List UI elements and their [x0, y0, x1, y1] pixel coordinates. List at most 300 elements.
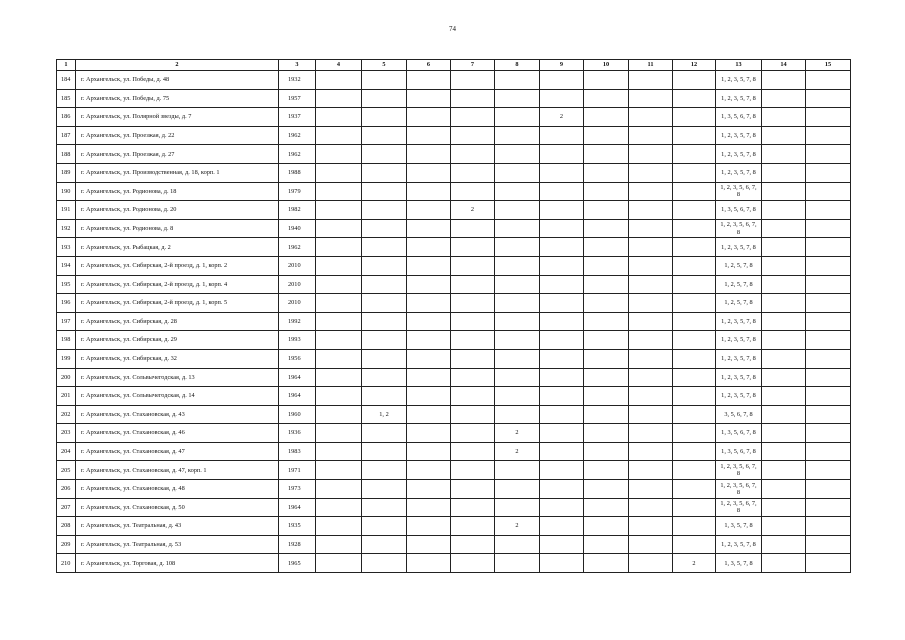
col-11-cell	[629, 554, 673, 573]
table-row	[57, 554, 851, 573]
col-6-cell	[407, 312, 451, 331]
row-number-cell: 187	[57, 126, 76, 145]
col-5-cell	[362, 480, 407, 499]
col-8-cell	[495, 275, 540, 294]
col-7-cell	[451, 256, 495, 275]
year-cell: 1940	[279, 219, 316, 238]
col-13-cell: 1, 2, 3, 5, 7, 8	[716, 349, 762, 368]
row-number-cell: 189	[57, 163, 76, 182]
buildings-table	[56, 59, 851, 573]
row-number-cell: 185	[57, 89, 76, 108]
table-row	[57, 405, 851, 424]
table-row	[57, 108, 851, 127]
col-13-cell: 1, 3, 5, 6, 7, 8	[716, 442, 762, 461]
address-cell: г. Архангельск, ул. Театральная, д. 43	[76, 517, 279, 536]
table-row	[57, 331, 851, 350]
col-5-cell	[362, 201, 407, 220]
row-number-cell: 188	[57, 145, 76, 164]
table-row	[57, 163, 851, 182]
col-14-cell	[762, 405, 806, 424]
col-10-cell	[584, 461, 629, 480]
col-15-cell	[806, 182, 851, 201]
address-cell: г. Архангельск, ул. Сибирская, д. 28	[76, 312, 279, 331]
col-14-cell	[762, 71, 806, 90]
col-7-cell	[451, 275, 495, 294]
col-12-cell	[673, 89, 716, 108]
col-9-cell	[540, 349, 584, 368]
col-12-cell	[673, 108, 716, 127]
col-6-cell	[407, 517, 451, 536]
column-header: 12	[673, 60, 716, 71]
col-5-cell	[362, 145, 407, 164]
col-10-cell	[584, 182, 629, 201]
address-cell: г. Архангельск, ул. Сибирская, д. 32	[76, 349, 279, 368]
col-4-cell	[316, 517, 362, 536]
year-cell: 1992	[279, 312, 316, 331]
col-10-cell	[584, 349, 629, 368]
col-13-cell: 1, 2, 3, 5, 7, 8	[716, 71, 762, 90]
col-4-cell	[316, 256, 362, 275]
address-cell: г. Архангельск, ул. Сольвычегодская, д. 14	[76, 387, 279, 406]
col-9-cell	[540, 182, 584, 201]
col-10-cell	[584, 145, 629, 164]
year-cell: 1936	[279, 424, 316, 443]
col-12-cell	[673, 480, 716, 499]
col-13-cell: 1, 2, 3, 5, 7, 8	[716, 238, 762, 257]
address-cell: г. Архангельск, ул. Стахановская, д. 48	[76, 480, 279, 499]
page-number: 74	[449, 25, 456, 33]
col-11-cell	[629, 461, 673, 480]
col-7-cell	[451, 71, 495, 90]
col-9-cell	[540, 498, 584, 517]
col-10-cell	[584, 405, 629, 424]
col-9-cell	[540, 480, 584, 499]
col-10-cell	[584, 219, 629, 238]
col-15-cell	[806, 312, 851, 331]
table-row	[57, 256, 851, 275]
col-15-cell	[806, 517, 851, 536]
table-row	[57, 201, 851, 220]
col-15-cell	[806, 201, 851, 220]
table-header-row	[57, 60, 851, 71]
col-6-cell	[407, 145, 451, 164]
col-8-cell: 2	[495, 517, 540, 536]
col-12-cell	[673, 71, 716, 90]
col-10-cell	[584, 294, 629, 313]
col-10-cell	[584, 201, 629, 220]
table-row	[57, 126, 851, 145]
col-4-cell	[316, 554, 362, 573]
col-11-cell	[629, 256, 673, 275]
col-9-cell	[540, 145, 584, 164]
address-cell: г. Архангельск, ул. Сибирская, 2-й проезд, д. 1, корп. 4	[76, 275, 279, 294]
col-8-cell	[495, 554, 540, 573]
col-4-cell	[316, 182, 362, 201]
col-9-cell	[540, 535, 584, 554]
col-9-cell	[540, 517, 584, 536]
col-10-cell	[584, 517, 629, 536]
col-11-cell	[629, 71, 673, 90]
col-15-cell	[806, 108, 851, 127]
col-8-cell: 2	[495, 442, 540, 461]
col-13-cell: 1, 2, 3, 5, 6, 7, 8	[716, 480, 762, 499]
col-15-cell	[806, 405, 851, 424]
address-cell: г. Архангельск, ул. Стахановская, д. 50	[76, 498, 279, 517]
row-number-cell: 199	[57, 349, 76, 368]
col-8-cell	[495, 182, 540, 201]
col-5-cell: 1, 2	[362, 405, 407, 424]
col-14-cell	[762, 387, 806, 406]
col-7-cell	[451, 424, 495, 443]
col-13-cell: 1, 3, 5, 6, 7, 8	[716, 201, 762, 220]
col-14-cell	[762, 182, 806, 201]
col-9-cell	[540, 554, 584, 573]
col-15-cell	[806, 387, 851, 406]
col-13-cell: 1, 3, 5, 6, 7, 8	[716, 108, 762, 127]
col-10-cell	[584, 368, 629, 387]
column-header: 8	[495, 60, 540, 71]
col-4-cell	[316, 424, 362, 443]
col-15-cell	[806, 461, 851, 480]
col-15-cell	[806, 554, 851, 573]
address-cell: г. Архангельск, ул. Победы, д. 75	[76, 89, 279, 108]
column-header: 3	[279, 60, 316, 71]
col-13-cell: 1, 2, 3, 5, 7, 8	[716, 368, 762, 387]
col-7-cell	[451, 480, 495, 499]
col-4-cell	[316, 201, 362, 220]
column-header: 7	[451, 60, 495, 71]
col-5-cell	[362, 442, 407, 461]
col-10-cell	[584, 256, 629, 275]
col-14-cell	[762, 275, 806, 294]
col-8-cell	[495, 145, 540, 164]
col-14-cell	[762, 535, 806, 554]
col-12-cell	[673, 461, 716, 480]
col-9-cell	[540, 71, 584, 90]
col-5-cell	[362, 331, 407, 350]
col-14-cell	[762, 89, 806, 108]
col-6-cell	[407, 238, 451, 257]
col-9-cell	[540, 368, 584, 387]
col-8-cell	[495, 163, 540, 182]
row-number-cell: 194	[57, 256, 76, 275]
address-cell: г. Архангельск, ул. Проезжая, д. 22	[76, 126, 279, 145]
col-5-cell	[362, 461, 407, 480]
table-row	[57, 535, 851, 554]
col-8-cell	[495, 126, 540, 145]
col-9-cell	[540, 256, 584, 275]
address-cell: г. Архангельск, ул. Сибирская, д. 29	[76, 331, 279, 350]
col-13-cell: 1, 2, 3, 5, 6, 7, 8	[716, 219, 762, 238]
year-cell: 1982	[279, 201, 316, 220]
col-6-cell	[407, 71, 451, 90]
col-11-cell	[629, 331, 673, 350]
col-8-cell	[495, 89, 540, 108]
col-6-cell	[407, 294, 451, 313]
row-number-cell: 204	[57, 442, 76, 461]
row-number-cell: 192	[57, 219, 76, 238]
table-row	[57, 387, 851, 406]
col-15-cell	[806, 275, 851, 294]
col-6-cell	[407, 368, 451, 387]
col-7-cell	[451, 387, 495, 406]
col-13-cell: 1, 3, 5, 7, 8	[716, 517, 762, 536]
col-11-cell	[629, 219, 673, 238]
col-15-cell	[806, 126, 851, 145]
row-number-cell: 197	[57, 312, 76, 331]
col-13-cell: 1, 2, 5, 7, 8	[716, 275, 762, 294]
col-15-cell	[806, 349, 851, 368]
col-12-cell	[673, 517, 716, 536]
year-cell: 2010	[279, 294, 316, 313]
col-12-cell	[673, 331, 716, 350]
col-4-cell	[316, 145, 362, 164]
col-5-cell	[362, 108, 407, 127]
col-13-cell: 1, 2, 3, 5, 7, 8	[716, 145, 762, 164]
row-number-cell: 184	[57, 71, 76, 90]
col-6-cell	[407, 349, 451, 368]
year-cell: 2010	[279, 256, 316, 275]
col-9-cell	[540, 294, 584, 313]
year-cell: 1962	[279, 238, 316, 257]
col-6-cell	[407, 535, 451, 554]
address-cell: г. Архангельск, ул. Сибирская, 2-й проезд, д. 1, корп. 5	[76, 294, 279, 313]
address-cell: г. Архангельск, ул. Родионова, д. 18	[76, 182, 279, 201]
col-8-cell	[495, 461, 540, 480]
col-7-cell	[451, 368, 495, 387]
col-5-cell	[362, 89, 407, 108]
col-5-cell	[362, 182, 407, 201]
col-9-cell	[540, 275, 584, 294]
col-11-cell	[629, 368, 673, 387]
col-7-cell: 2	[451, 201, 495, 220]
row-number-cell: 207	[57, 498, 76, 517]
column-header: 11	[629, 60, 673, 71]
col-7-cell	[451, 349, 495, 368]
col-12-cell	[673, 349, 716, 368]
col-13-cell: 1, 2, 3, 5, 7, 8	[716, 163, 762, 182]
col-15-cell	[806, 89, 851, 108]
col-13-cell: 1, 2, 3, 5, 6, 7, 8	[716, 498, 762, 517]
year-cell: 1983	[279, 442, 316, 461]
col-11-cell	[629, 126, 673, 145]
col-10-cell	[584, 424, 629, 443]
col-6-cell	[407, 442, 451, 461]
col-8-cell	[495, 238, 540, 257]
col-15-cell	[806, 535, 851, 554]
col-11-cell	[629, 535, 673, 554]
col-11-cell	[629, 498, 673, 517]
col-6-cell	[407, 182, 451, 201]
row-number-cell: 191	[57, 201, 76, 220]
col-5-cell	[362, 126, 407, 145]
address-cell: г. Архангельск, ул. Сибирская, 2-й проезд, д. 1, корп. 2	[76, 256, 279, 275]
col-15-cell	[806, 442, 851, 461]
table-row	[57, 312, 851, 331]
col-15-cell	[806, 256, 851, 275]
col-4-cell	[316, 108, 362, 127]
col-7-cell	[451, 498, 495, 517]
table-row	[57, 145, 851, 164]
col-5-cell	[362, 163, 407, 182]
col-14-cell	[762, 349, 806, 368]
col-5-cell	[362, 219, 407, 238]
col-14-cell	[762, 145, 806, 164]
col-7-cell	[451, 405, 495, 424]
col-12-cell: 2	[673, 554, 716, 573]
col-4-cell	[316, 387, 362, 406]
col-14-cell	[762, 442, 806, 461]
year-cell: 1964	[279, 498, 316, 517]
col-7-cell	[451, 535, 495, 554]
col-10-cell	[584, 498, 629, 517]
col-6-cell	[407, 498, 451, 517]
col-12-cell	[673, 201, 716, 220]
col-9-cell	[540, 405, 584, 424]
col-4-cell	[316, 498, 362, 517]
col-12-cell	[673, 182, 716, 201]
col-11-cell	[629, 238, 673, 257]
year-cell: 1971	[279, 461, 316, 480]
col-12-cell	[673, 312, 716, 331]
column-header: 2	[76, 60, 279, 71]
col-11-cell	[629, 163, 673, 182]
col-14-cell	[762, 294, 806, 313]
year-cell: 1993	[279, 331, 316, 350]
col-7-cell	[451, 145, 495, 164]
col-9-cell	[540, 312, 584, 331]
col-8-cell	[495, 405, 540, 424]
column-header: 9	[540, 60, 584, 71]
col-11-cell	[629, 201, 673, 220]
address-cell: г. Архангельск, ул. Родионова, д. 20	[76, 201, 279, 220]
col-8-cell	[495, 108, 540, 127]
col-10-cell	[584, 238, 629, 257]
col-7-cell	[451, 89, 495, 108]
col-7-cell	[451, 461, 495, 480]
year-cell: 1935	[279, 517, 316, 536]
col-12-cell	[673, 368, 716, 387]
col-8-cell	[495, 535, 540, 554]
col-7-cell	[451, 331, 495, 350]
col-5-cell	[362, 349, 407, 368]
col-11-cell	[629, 108, 673, 127]
year-cell: 1988	[279, 163, 316, 182]
col-11-cell	[629, 294, 673, 313]
year-cell: 1964	[279, 368, 316, 387]
address-cell: г. Архангельск, ул. Полярной звезды, д. 7	[76, 108, 279, 127]
table-row	[57, 517, 851, 536]
col-14-cell	[762, 312, 806, 331]
col-12-cell	[673, 535, 716, 554]
col-8-cell	[495, 219, 540, 238]
col-11-cell	[629, 145, 673, 164]
col-12-cell	[673, 424, 716, 443]
col-14-cell	[762, 368, 806, 387]
col-5-cell	[362, 294, 407, 313]
col-9-cell	[540, 442, 584, 461]
column-header: 14	[762, 60, 806, 71]
col-12-cell	[673, 219, 716, 238]
col-10-cell	[584, 480, 629, 499]
address-cell: г. Архангельск, ул. Стахановская, д. 43	[76, 405, 279, 424]
address-cell: г. Архангельск, ул. Торговая, д. 108	[76, 554, 279, 573]
table-row	[57, 442, 851, 461]
row-number-cell: 196	[57, 294, 76, 313]
col-4-cell	[316, 219, 362, 238]
col-4-cell	[316, 331, 362, 350]
column-header: 6	[407, 60, 451, 71]
address-cell: г. Архангельск, ул. Сольвычегодская, д. 13	[76, 368, 279, 387]
address-cell: г. Архангельск, ул. Проезжая, д. 27	[76, 145, 279, 164]
row-number-cell: 193	[57, 238, 76, 257]
column-header: 10	[584, 60, 629, 71]
col-14-cell	[762, 517, 806, 536]
year-cell: 1932	[279, 71, 316, 90]
col-6-cell	[407, 480, 451, 499]
col-9-cell	[540, 201, 584, 220]
col-13-cell: 1, 2, 5, 7, 8	[716, 294, 762, 313]
col-11-cell	[629, 275, 673, 294]
col-11-cell	[629, 442, 673, 461]
year-cell: 1956	[279, 349, 316, 368]
col-7-cell	[451, 108, 495, 127]
col-11-cell	[629, 349, 673, 368]
col-8-cell	[495, 201, 540, 220]
col-4-cell	[316, 238, 362, 257]
col-15-cell	[806, 294, 851, 313]
year-cell: 1960	[279, 405, 316, 424]
col-4-cell	[316, 480, 362, 499]
col-15-cell	[806, 238, 851, 257]
col-14-cell	[762, 256, 806, 275]
table-row	[57, 368, 851, 387]
row-number-cell: 210	[57, 554, 76, 573]
col-6-cell	[407, 89, 451, 108]
table-row	[57, 498, 851, 517]
col-5-cell	[362, 535, 407, 554]
col-8-cell	[495, 480, 540, 499]
col-8-cell	[495, 368, 540, 387]
table-row	[57, 71, 851, 90]
col-14-cell	[762, 331, 806, 350]
col-7-cell	[451, 517, 495, 536]
col-12-cell	[673, 387, 716, 406]
col-10-cell	[584, 126, 629, 145]
col-6-cell	[407, 275, 451, 294]
column-header: 4	[316, 60, 362, 71]
col-15-cell	[806, 145, 851, 164]
col-11-cell	[629, 182, 673, 201]
col-7-cell	[451, 219, 495, 238]
row-number-cell: 200	[57, 368, 76, 387]
col-6-cell	[407, 219, 451, 238]
col-5-cell	[362, 368, 407, 387]
col-15-cell	[806, 480, 851, 499]
col-6-cell	[407, 126, 451, 145]
col-10-cell	[584, 331, 629, 350]
col-7-cell	[451, 163, 495, 182]
col-11-cell	[629, 517, 673, 536]
col-8-cell	[495, 71, 540, 90]
col-10-cell	[584, 275, 629, 294]
col-15-cell	[806, 163, 851, 182]
year-cell: 1962	[279, 145, 316, 164]
col-5-cell	[362, 275, 407, 294]
col-12-cell	[673, 126, 716, 145]
col-9-cell	[540, 219, 584, 238]
col-6-cell	[407, 201, 451, 220]
